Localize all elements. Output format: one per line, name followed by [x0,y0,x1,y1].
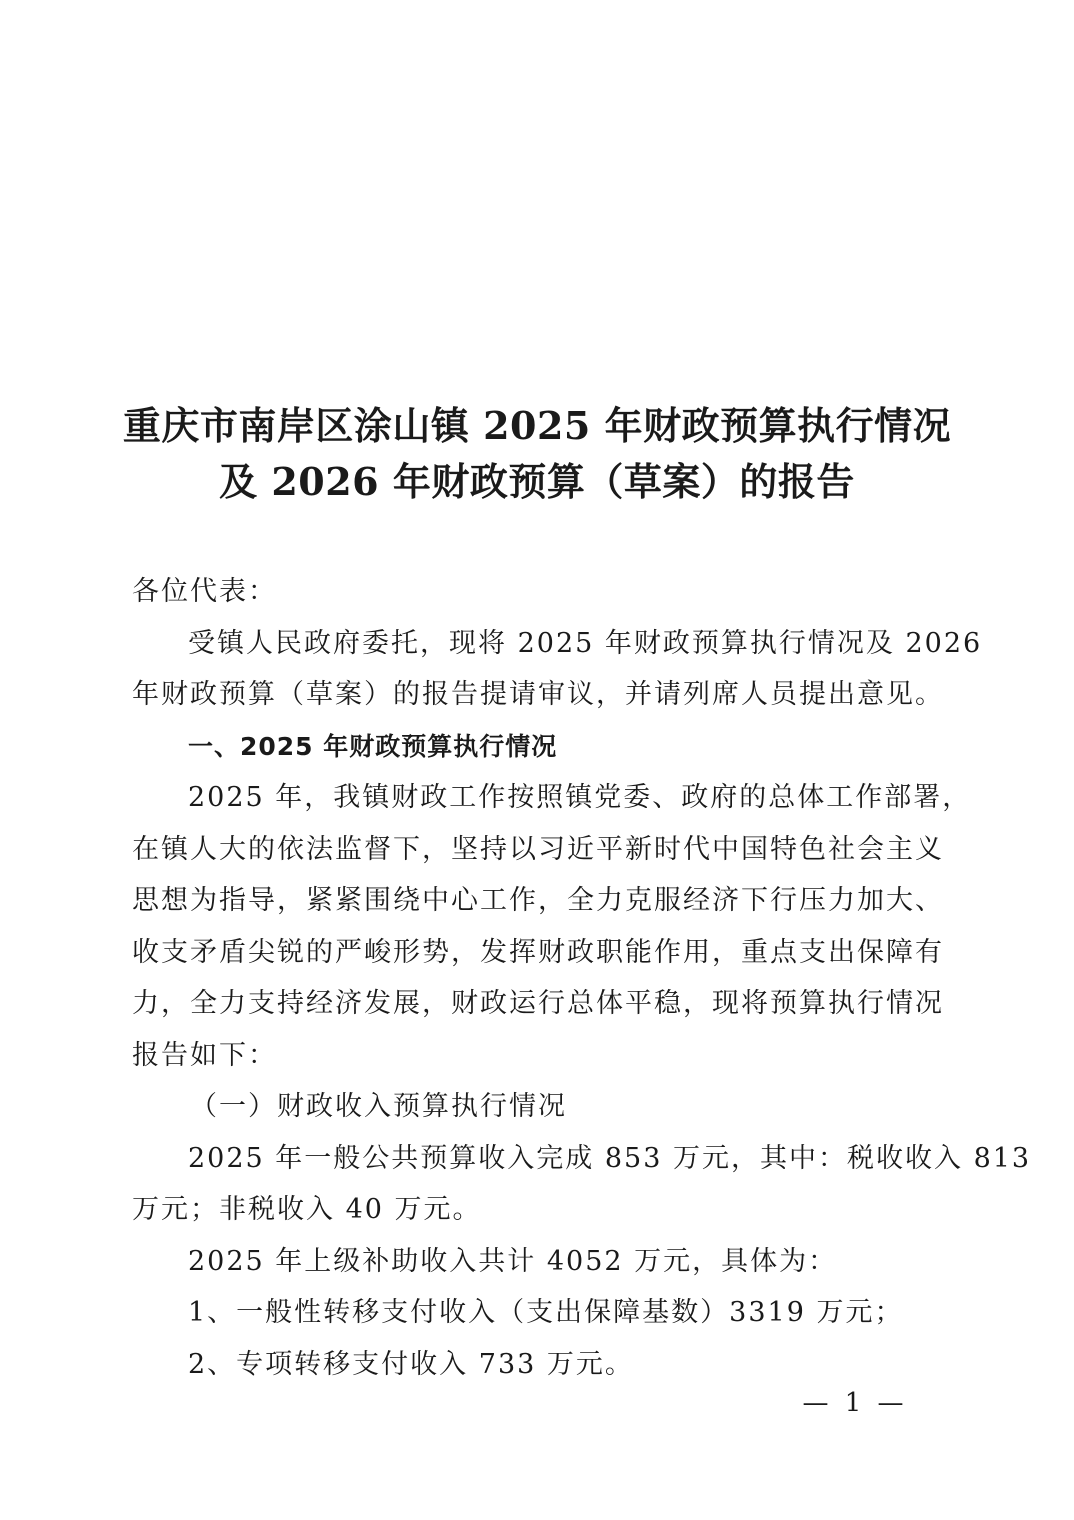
report-title [100,398,974,510]
section-1-para-line-5: 力，全力支持经济发展，财政运行总体平稳，现将预算执行情况 [132,988,944,1019]
list-item-2: 2、专项转移支付收入 733 万元。 [188,1348,634,1380]
list-item-1: 1、一般性转移支付收入（支出保障基数）3319 万元； [188,1297,904,1328]
intro-line-1: 受镇人民政府委托，现将 2025 年财政预算执行情况及 2026 [188,627,983,659]
revenue-para-line-1: 2025 年一般公共预算收入完成 853 万元，其中：税收收入 813 [188,1142,1032,1174]
section-1-para-line-2: 在镇人大的依法监督下，坚持以习近平新时代中国特色社会主义 [132,833,944,865]
report-title-line-1: 重庆市南岸区涂山镇 2025 年财政预算执行情况 [122,403,952,448]
revenue-para-line-2: 万元；非税收入 40 万元。 [132,1194,482,1225]
report-title-line-2: 及 2026 年财政预算（草案）的报告 [219,459,855,504]
section-1-para-line-6: 报告如下： [132,1039,277,1071]
section-1-para-line-3: 思想为指导，紧紧围绕中心工作，全力克服经济下行压力加大、 [132,885,944,916]
section-1-heading: 一、2025 年财政预算执行情况 [188,731,558,761]
subsidy-line: 2025 年上级补助收入共计 4052 万元，具体为： [188,1245,838,1277]
section-1-para-line-1: 2025 年，我镇财政工作按照镇党委、政府的总体工作部署， [188,782,972,813]
report-body [132,566,1032,1390]
subsection-1-heading: （一）财政收入预算执行情况 [190,1091,567,1122]
intro-line-2: 年财政预算（草案）的报告提请审议，并请列席人员提出意见。 [132,679,944,710]
salutation: 各位代表： [132,576,277,607]
section-1-para-line-4: 收支矛盾尖锐的严峻形势，发挥财政职能作用，重点支出保障有 [132,936,944,968]
page-number: — 1 — [802,1388,908,1418]
